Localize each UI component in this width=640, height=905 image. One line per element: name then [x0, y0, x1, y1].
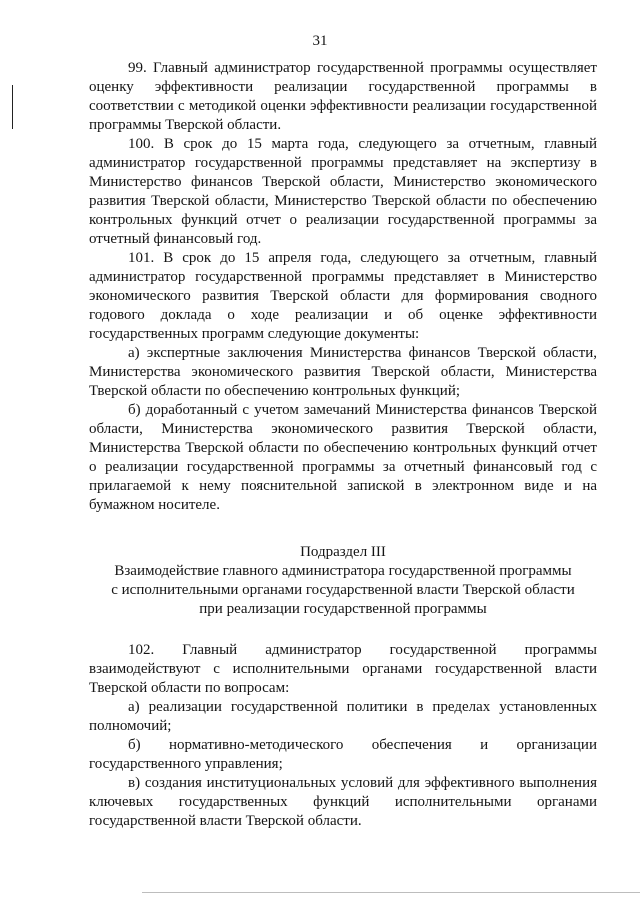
margin-scan-mark: [12, 85, 13, 129]
paragraph-101: 101. В срок до 15 апреля года, следующего за отчетным, главный администратор государственной программы представляет в Министерство экономического развития Тверской области для формирования сводного годового доклада о ходе реализации и об оценке эффективности государственных программ следующие документы:: [89, 250, 597, 342]
document-body: [89, 59, 597, 831]
paragraph-101-item-b: б) доработанный с учетом замечаний Министерства финансов Тверской области, Министерства экономического развития Тверской области, Министерства Тверской области по обеспечению контрольных функций отчет о реализации государственной программы за отчетный финансовый год с прилагаемой к нему пояснительной запиской в электронном виде и на бумажном носителе.: [89, 402, 597, 513]
spacer: [89, 619, 597, 641]
subsection-title: Подраздел III: [300, 544, 386, 560]
page-number: 31: [312, 33, 328, 49]
paragraph-102-item-b: б) нормативно-методического обеспечения и организации государственного управления;: [89, 737, 597, 772]
paragraph-102: 102. Главный администратор государственной программы взаимодействуют с исполнительными органами государственной власти Тверской области по вопросам:: [89, 642, 597, 696]
paragraph-99: 99. Главный администратор государственной программы осуществляет оценку эффективности реализации государственной программы в соответствии с методикой оценки эффективности реализации государственной программы Тверской области.: [89, 60, 597, 133]
subsection-heading-line-3: при реализации государственной программы: [199, 601, 487, 617]
subsection-heading-line-2: с исполнительными органами государственной власти Тверской области: [111, 582, 575, 598]
paragraph-101-item-a: а) экспертные заключения Министерства финансов Тверской области, Министерства экономического развития Тверской области, Министерства Тверской области по обеспечению контрольных функций;: [89, 345, 597, 399]
paragraph-100: 100. В срок до 15 марта года, следующего за отчетным, главный администратор государственной программы представляет на экспертизу в Министерство финансов Тверской области, Министерство экономического развития Тверской области, Министерство Тверской области по обеспечению контрольных функций отчет о реализации государственной программы за отчетный финансовый год.: [89, 136, 597, 247]
subsection-heading: [89, 543, 597, 619]
paragraph-102-item-a: а) реализации государственной политики в пределах установленных полномочий;: [89, 699, 597, 734]
bottom-rule: [142, 892, 640, 893]
paragraph-102-item-c: в) создания институциональных условий для эффективного выполнения ключевых государственных функций исполнительными органами государственной власти Тверской области.: [89, 775, 597, 829]
subsection-heading-line-1: Взаимодействие главного администратора государственной программы: [114, 563, 572, 579]
